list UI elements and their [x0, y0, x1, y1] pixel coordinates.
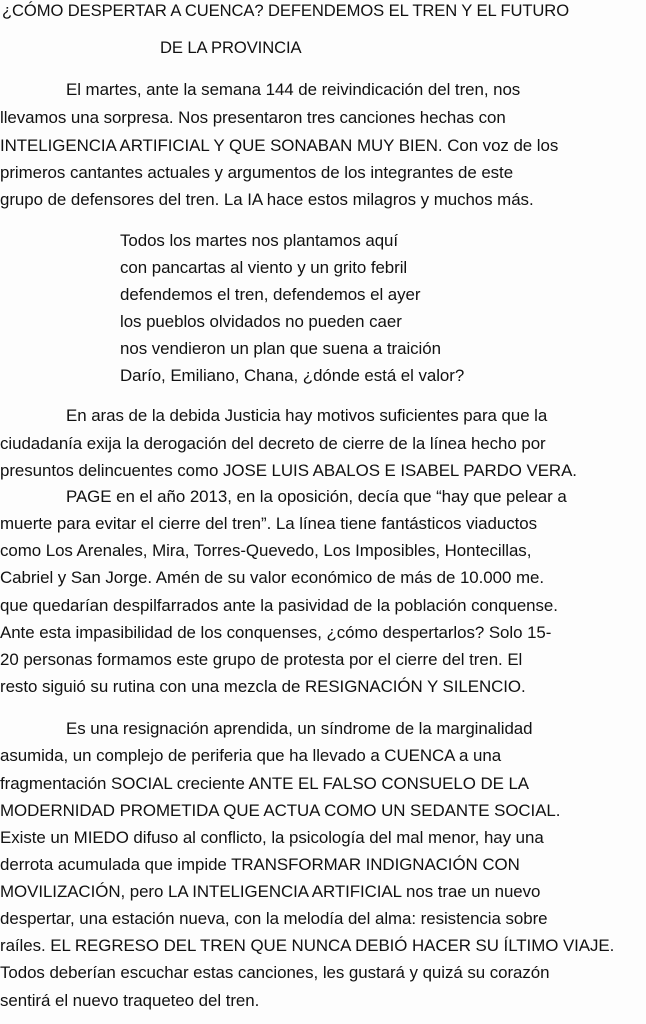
paragraph-3-line: PAGE en el año 2013, en la oposición, decía que “hay que pelear a	[66, 487, 567, 506]
paragraph-1-line: El martes, ante la semana 144 de reivindicación del tren, nos	[66, 80, 521, 99]
paragraph-2-line: En aras de la debida Justicia hay motivos suficientes para que la	[66, 406, 548, 425]
verse-line: defendemos el tren, defendemos el ayer	[120, 285, 421, 304]
paragraph-4-line: Es una resignación aprendida, un síndrome de la marginalidad	[66, 719, 533, 738]
paragraph-4-line: raíles. EL REGRESO DEL TREN QUE NUNCA DEBIÓ HACER SU ÍLTIMO VIAJE.	[0, 936, 615, 955]
paragraph-4-line: Todos deberían escuchar estas canciones, les gustará y quizá su corazón	[0, 963, 550, 982]
paragraph-4-line: derrota acumulada que impide TRANSFORMAR INDIGNACIÓN CON	[0, 855, 520, 874]
paragraph-3-line: Cabriel y San Jorge. Amén de su valor económico de más de 10.000 me.	[0, 568, 544, 587]
verse-line: los pueblos olvidados no pueden caer	[120, 312, 402, 331]
paragraph-2-line: ciudadanía exija la derogación del decreto de cierre de la línea hecho por	[0, 434, 546, 453]
paragraph-1-line: llevamos una sorpresa. Nos presentaron tres canciones hechas con	[0, 108, 506, 127]
verse-line: con pancartas al viento y un grito febril	[120, 258, 408, 277]
paragraph-2-line: presuntos delincuentes como JOSE LUIS ABALOS E ISABEL PARDO VERA.	[0, 461, 577, 480]
document-title-line-2: DE LA PROVINCIA	[160, 38, 302, 57]
document-title-line-1: ¿CÓMO DESPERTAR A CUENCA? DEFENDEMOS EL TREN Y EL FUTURO	[2, 1, 569, 20]
paragraph-3-line: que quedarían despilfarrados ante la pasividad de la población conquense.	[0, 596, 558, 615]
paragraph-4-line: asumida, un complejo de periferia que ha llevado a CUENCA a una	[0, 746, 502, 765]
paragraph-3-line: 20 personas formamos este grupo de protesta por el cierre del tren. El	[0, 650, 523, 669]
paragraph-4-line: sentirá el nuevo traqueteo del tren.	[0, 991, 260, 1010]
paragraph-3-line: muerte para evitar el cierre del tren”. La línea tiene fantásticos viaductos	[0, 514, 537, 533]
paragraph-4-line: despertar, una estación nueva, con la melodía del alma: resistencia sobre	[0, 909, 548, 928]
paragraph-3-line: resto siguió su rutina con una mezcla de RESIGNACIÓN Y SILENCIO.	[0, 677, 526, 696]
verse-line: Darío, Emiliano, Chana, ¿dónde está el valor?	[120, 366, 465, 385]
paragraph-4-line: fragmentación SOCIAL creciente ANTE EL FALSO CONSUELO DE LA	[0, 774, 530, 793]
paragraph-4-line: Existe un MIEDO difuso al conflicto, la psicología del mal menor, hay una	[0, 828, 544, 847]
paragraph-1-line: grupo de defensores del tren. La IA hace estos milagros y muchos más.	[0, 190, 534, 209]
paragraph-1-line: INTELIGENCIA ARTIFICIAL Y QUE SONABAN MUY BIEN. Con voz de los	[0, 136, 559, 155]
paragraph-4-line: MODERNIDAD PROMETIDA QUE ACTUA COMO UN SEDANTE SOCIAL.	[0, 801, 561, 820]
paragraph-4-line: MOVILIZACIÓN, pero LA INTELIGENCIA ARTIFICIAL nos trae un nuevo	[0, 882, 541, 901]
paragraph-3-line: Ante esta impasibilidad de los conquenses, ¿cómo despertarlos? Solo 15-	[0, 623, 552, 642]
verse-line: nos vendieron un plan que suena a traición	[120, 339, 441, 358]
paragraph-1-line: primeros cantantes actuales y argumentos de los integrantes de este	[0, 163, 514, 182]
verse-line: Todos los martes nos plantamos aquí	[120, 231, 399, 250]
paragraph-3-line: como Los Arenales, Mira, Torres-Quevedo, Los Imposibles, Hontecillas,	[0, 541, 532, 560]
